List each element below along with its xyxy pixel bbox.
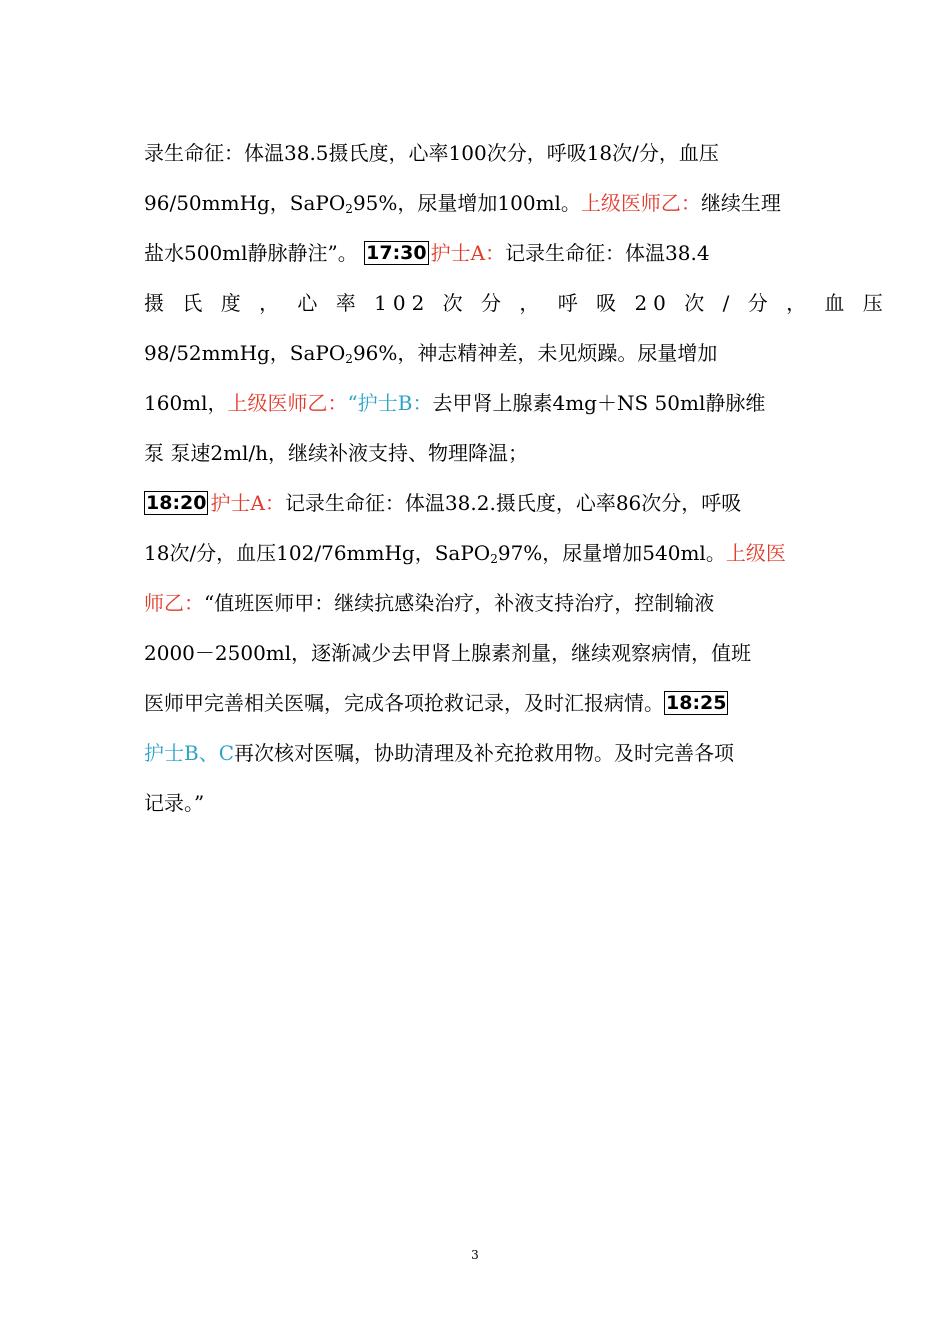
speaker-label: 护士A： [210,491,285,515]
text-segment: 摄 氏 度 ， 心 率 102 次 分 ， 呼 吸 20 次 / 分 ， 血 压 [144,291,889,315]
text-line [144,428,806,478]
speaker-label: 师乙： [144,591,204,615]
text-line [144,778,806,828]
text-segment: 2000－2500ml，逐渐减少去甲肾上腺素剂量，继续观察病情，值班 [144,641,752,665]
text-segment: 记录。” [144,791,205,815]
speaker-label: 上级医师乙： [580,191,701,215]
text-line [144,228,806,278]
timestamp-box: 17:30 [366,242,427,264]
text-segment: 去甲肾上腺素4mg＋NS 50ml静脉维 [432,391,766,415]
text-line [144,578,806,628]
text-line [144,728,806,778]
text-segment: 96/50mmHg，SaPO [144,191,346,215]
subscript: 2 [345,202,353,216]
text-segment: 泵 泵速2ml/h，继续补液支持、物理降温； [144,441,529,465]
timestamp-box: 18:20 [146,492,207,514]
text-line [144,128,806,178]
text-line [144,378,806,428]
text-line [144,278,889,328]
text-segment: “值班医师甲：继续抗感染治疗，补液支持治疗，控制输液 [204,591,715,615]
text-line [144,478,806,528]
text-segment: 18次/分，血压102/76mmHg，SaPO [144,541,491,565]
text-segment: 记录生命征：体温38.4 [505,241,710,265]
text-line [144,678,806,728]
timestamp-box: 18:25 [666,692,727,714]
text-line [144,528,806,578]
text-segment: 记录生命征：体温38.2.摄氏度，心率86次分，呼吸 [284,491,742,515]
subscript: 2 [345,352,353,366]
page-number: 3 [471,1248,479,1262]
text-segment: 再次核对医嘱，协助清理及补充抢救用物。及时完善各项 [234,741,734,765]
text-segment: 160ml， [144,391,228,415]
text-segment: 95%，尿量增加100ml。 [352,191,581,215]
subscript: 2 [490,552,498,566]
text-line [144,178,806,228]
speaker-label: 上级医 [725,541,786,565]
text-segment: 97%，尿量增加540ml。 [497,541,726,565]
speaker-label: 上级医师乙： [227,391,348,415]
text-line [144,628,806,678]
body-text [144,128,889,828]
text-segment: 98/52mmHg，SaPO [144,341,346,365]
text-segment: 录生命征：体温38.5摄氏度，心率100次分，呼吸18次/分，血压 [144,141,719,165]
text-segment: 继续生理 [700,191,781,215]
speaker-label: 护士B、C [144,741,234,765]
text-segment: 盐水500ml静脉静注”。 [144,241,365,265]
text-segment: 96%，神志精神差，未见烦躁。尿量增加 [352,341,718,365]
speaker-label: 护士B： [357,391,433,415]
text-segment: 医师甲完善相关医嘱，完成各项抢救记录，及时汇报病情。 [144,691,664,715]
speaker-label: “ [347,391,358,415]
speaker-label: 护士A： [430,241,506,265]
text-line [144,328,806,378]
